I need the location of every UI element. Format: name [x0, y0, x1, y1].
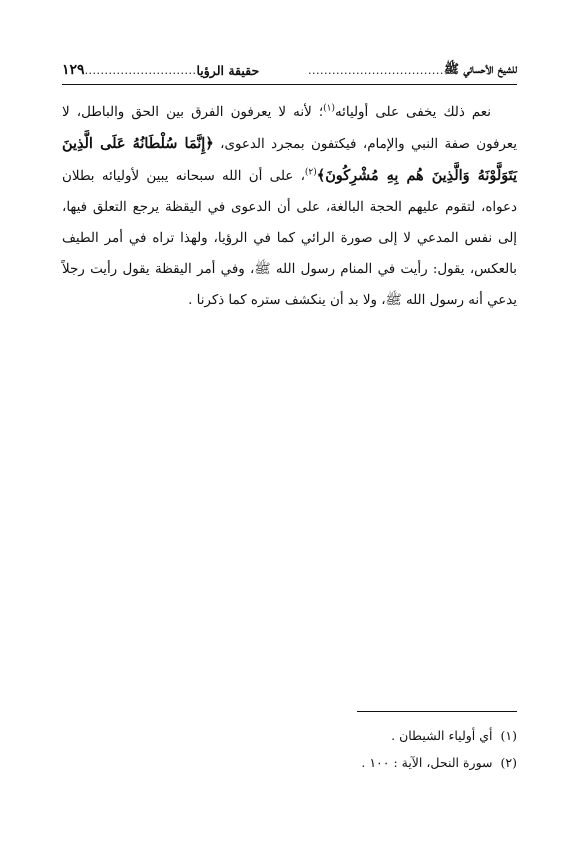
footnote-text: سورة النحل، الآية : ١٠٠ .: [361, 755, 493, 770]
header-author: للشيخ الأحسائي ﷺ: [443, 60, 517, 76]
header-book-title: حقيقة الرؤيا: [196, 62, 260, 78]
footnote-ref-1: (١): [323, 103, 335, 114]
header-right: [308, 61, 517, 80]
header-left: [62, 62, 259, 78]
footnote-text: أي أولياء الشيطان .: [391, 728, 493, 743]
footnote-ref-2: (٢): [304, 167, 317, 178]
quran-verse: ﴿إِنَّمَا سُلْطَانُهُ عَلَى الَّذِينَ يَتَوَلَّوْنَهُ وَالَّذِينَ هُم بِهِ مُشْرِكُونَ﴾: [62, 135, 517, 184]
footnote-1: [62, 722, 517, 749]
footnote-2: [62, 749, 517, 776]
footnote-number: (١): [500, 728, 517, 743]
footnotes: [62, 722, 517, 776]
main-text: [62, 97, 517, 316]
header-rule: [62, 84, 517, 85]
footnote-number: (٢): [500, 755, 517, 770]
text-run: نعم ذلك يخفى على أوليائه: [334, 105, 491, 120]
footnote-rule: [357, 711, 517, 712]
text-run: ، على أن الله سبحانه يبين لأوليائه بطلان دعواه، لتقوم عليهم الحجة البالغة، على أن الدعوى في اليقظة يرجع التعلق فيها، إلى نفس المدعي لا إلى صورة الرائي كما في الرؤيا، ولهذا تراه في أمر الطيف بالعكس، يقول: رأيت في المنام رسول الله ﷺ، وفي أمر اليقظة يقول رأيت رجلاً يدعي أنه رسول الله ﷺ، ولا بد أن ينكشف ستره كما ذكرنا .: [62, 169, 517, 308]
running-header: [62, 58, 517, 82]
paragraph: [62, 97, 517, 316]
header-dots: ..................................: [307, 63, 444, 77]
header-dots: ............................: [84, 63, 197, 77]
text-run: ؛ لأنه لا يعرفون الفرق بين الحق والباطل، لا يعرفون صفة النبي والإمام، فيكتفون بمجرد الدعوى،: [62, 105, 517, 152]
page-number: ١٢٩: [62, 62, 85, 78]
